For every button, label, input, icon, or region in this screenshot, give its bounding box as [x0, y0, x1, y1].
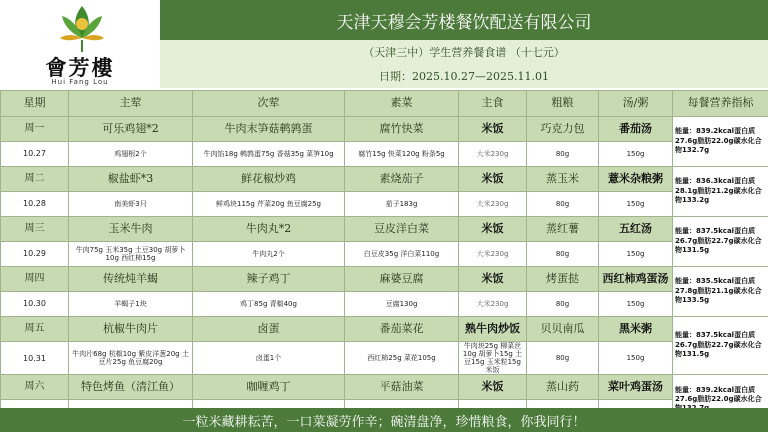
dish-staple: 米饭	[459, 167, 527, 192]
table-row	[1, 375, 768, 400]
dish-soup: 五红汤	[599, 217, 673, 242]
logo-english-name: Hui Fang Lou	[51, 78, 109, 86]
dish-detail: 牛肉块25g 柳菜丝10g 胡萝卜15g 土豆15g 玉米粒15g 米饭	[459, 342, 527, 375]
table-row	[1, 217, 768, 242]
dish-grain: 贝贝南瓜	[527, 317, 599, 342]
table-row	[1, 242, 768, 267]
dish-main: 杭椒牛肉片	[69, 317, 193, 342]
dish-detail: 鸡翅根2个	[69, 142, 193, 167]
dish-weekday: 周二	[1, 167, 69, 192]
nutrition-info: 能量：835.5kcal蛋白质27.8g脂肪21.1g碳水化合物133.5g	[673, 267, 768, 317]
dish-veg: 平菇油菜	[345, 375, 459, 400]
dish-detail: 大米230g	[459, 142, 527, 167]
logo-chinese-name: 會芳樓	[45, 55, 115, 80]
dish-grain: 烤蛋挞	[527, 267, 599, 292]
dish-weekday: 周三	[1, 217, 69, 242]
menu-table	[0, 90, 768, 425]
dish-second: 咖喱鸡丁	[193, 375, 345, 400]
company-title: 天津天穆会芳楼餐饮配送有限公司	[160, 0, 768, 40]
column-header: 次荤	[193, 91, 345, 117]
dish-detail: 150g	[599, 342, 673, 375]
dish-main: 传统炖羊蝎	[69, 267, 193, 292]
table-row	[1, 292, 768, 317]
dish-detail: 鸡丁85g 青椒40g	[193, 292, 345, 317]
nutrition-info: 能量：839.2kcal蛋白质27.6g脂肪22.0g碳水化合	[673, 375, 768, 425]
dish-soup: 黑米粥	[599, 317, 673, 342]
dish-grain: 蒸玉米	[527, 167, 599, 192]
nutrition-info: 能量：839.2kcal蛋白质27.6g脂肪22.0g碳水化合物132.7g	[673, 117, 768, 167]
dish-detail: 80g	[527, 292, 599, 317]
dish-detail: 牛肉馅18g 鹌鹑蛋75g 香菇35g 菜笋10g	[193, 142, 345, 167]
dish-detail: 茄子183g	[345, 192, 459, 217]
dish-detail: 羊蝎子1块	[69, 292, 193, 317]
dish-detail: 牛肉片68g 杭椒10g 紫皮洋葱20g 土豆片25g 鱼豆腐20g	[69, 342, 193, 375]
dish-detail: 白豆皮35g 洋白菜110g	[345, 242, 459, 267]
dish-weekday: 周五	[1, 317, 69, 342]
dish-detail: 豆腐130g	[345, 292, 459, 317]
table-row	[1, 142, 768, 167]
dish-veg: 素烧茄子	[345, 167, 459, 192]
dish-detail: 大米230g	[459, 192, 527, 217]
dish-staple: 米饭	[459, 217, 527, 242]
dish-detail: 150g	[599, 142, 673, 167]
date: 10.30	[1, 292, 69, 317]
dish-detail: 80g	[527, 342, 599, 375]
column-header: 每餐营养指标	[673, 91, 768, 117]
menu-subtitle: （天津三中）学生营养餐食谱 （十七元）	[160, 40, 768, 64]
date: 10.31	[1, 342, 69, 375]
table-row	[1, 167, 768, 192]
dish-detail: 大米230g	[459, 292, 527, 317]
table-header-row	[1, 91, 768, 117]
dish-detail: 150g	[599, 292, 673, 317]
table-row	[1, 117, 768, 142]
dish-detail: 腐竹15g 快菜120g 粉条5g	[345, 142, 459, 167]
dish-detail: 牛肉75g 玉米35g 土豆30g 胡萝卜10g 西红柿15g	[69, 242, 193, 267]
dish-detail: 80g	[527, 142, 599, 167]
lotus-logo-icon	[58, 4, 106, 56]
dish-detail: 大米230g	[459, 242, 527, 267]
date-range: 日期：2025.10.27—2025.11.01	[160, 64, 768, 88]
dish-main: 可乐鸡翅*2	[69, 117, 193, 142]
dish-detail: 牛肉丸2个	[193, 242, 345, 267]
dish-second: 辣子鸡丁	[193, 267, 345, 292]
column-header: 汤/粥	[599, 91, 673, 117]
dish-detail: 南美虾3只	[69, 192, 193, 217]
table-row	[1, 267, 768, 292]
nutrition-info: 能量：837.5kcal蛋白质26.7g脂肪22.7g碳水化合物131.5g	[673, 217, 768, 267]
dish-staple: 米饭	[459, 117, 527, 142]
dish-veg: 麻婆豆腐	[345, 267, 459, 292]
dish-grain: 蒸山药	[527, 375, 599, 400]
dish-detail: 西红柿25g 菜花105g	[345, 342, 459, 375]
dish-staple: 米饭	[459, 267, 527, 292]
dish-detail: 卤蛋1个	[193, 342, 345, 375]
column-header: 主荤	[69, 91, 193, 117]
dish-soup: 菜叶鸡蛋汤	[599, 375, 673, 400]
date: 10.29	[1, 242, 69, 267]
nutrition-info: 能量：837.5kcal蛋白质26.7g脂肪22.7g碳水化合物131.5g	[673, 317, 768, 375]
table-row	[1, 192, 768, 217]
dish-main: 玉米牛肉	[69, 217, 193, 242]
date: 10.28	[1, 192, 69, 217]
dish-main: 椒盐虾*3	[69, 167, 193, 192]
dish-weekday: 周四	[1, 267, 69, 292]
dish-weekday: 周一	[1, 117, 69, 142]
date: 10.27	[1, 142, 69, 167]
dish-main: 特色烤鱼（清江鱼）	[69, 375, 193, 400]
dish-detail: 150g	[599, 242, 673, 267]
dish-veg: 豆皮洋白菜	[345, 217, 459, 242]
dish-staple: 米饭	[459, 375, 527, 400]
nutrition-info: 能量：836.3kcal蛋白质28.1g脂肪21.2g碳水化合物133.2g	[673, 167, 768, 217]
dish-grain: 巧克力包	[527, 117, 599, 142]
company-logo	[0, 0, 160, 92]
dish-second: 鲜花椒炒鸡	[193, 167, 345, 192]
dish-detail: 鲜鸡块115g 芹菜20g 鱼豆腐25g	[193, 192, 345, 217]
column-header: 素菜	[345, 91, 459, 117]
footer-slogan: 一粒米藏耕耘苦，一口菜凝劳作辛；碗清盘净，珍惜粮食，你我同行！	[0, 408, 768, 432]
dish-weekday: 周六	[1, 375, 69, 400]
dish-soup: 西红柿鸡蛋汤	[599, 267, 673, 292]
dish-second: 卤蛋	[193, 317, 345, 342]
table-row	[1, 317, 768, 342]
dish-staple: 熟牛肉炒饭	[459, 317, 527, 342]
column-header: 星期	[1, 91, 69, 117]
dish-second: 牛肉末笋菇鹌鹑蛋	[193, 117, 345, 142]
dish-detail: 150g	[599, 192, 673, 217]
column-header: 主食	[459, 91, 527, 117]
dish-detail: 80g	[527, 192, 599, 217]
dish-second: 牛肉丸*2	[193, 217, 345, 242]
column-header: 粗粮	[527, 91, 599, 117]
dish-detail: 80g	[527, 242, 599, 267]
dish-veg: 番茄菜花	[345, 317, 459, 342]
table-row	[1, 342, 768, 375]
dish-soup: 番茄汤	[599, 117, 673, 142]
dish-grain: 蒸红薯	[527, 217, 599, 242]
dish-soup: 薏米杂粮粥	[599, 167, 673, 192]
dish-veg: 腐竹快菜	[345, 117, 459, 142]
